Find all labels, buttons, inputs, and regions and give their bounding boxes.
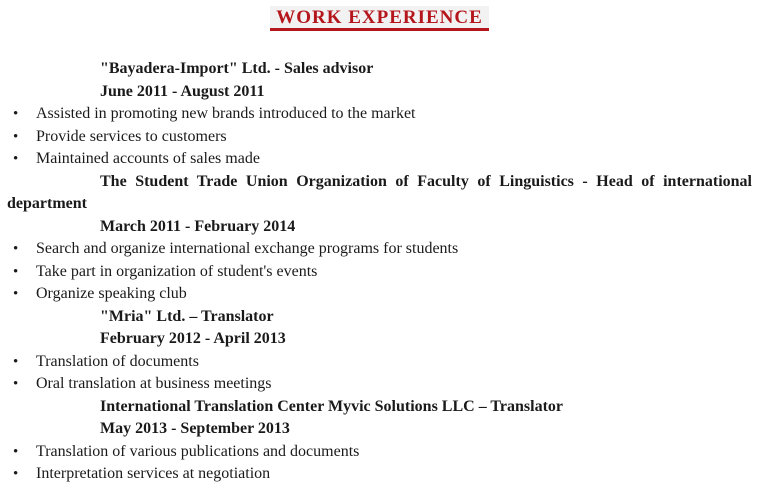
section-title: WORK EXPERIENCE bbox=[270, 6, 489, 31]
list-item: • Translation of documents bbox=[7, 351, 752, 374]
list-item: • Translation of various publications and documents bbox=[7, 441, 752, 464]
job-section bbox=[7, 306, 752, 396]
list-item: • Search and organize international exchange programs for students bbox=[7, 238, 752, 261]
job-section bbox=[7, 171, 752, 306]
bullet-list bbox=[7, 351, 752, 396]
bullet-list bbox=[7, 103, 752, 171]
list-item: • Assisted in promoting new brands introduced to the market bbox=[7, 103, 752, 126]
job-dates: June 2011 - August 2011 bbox=[100, 82, 265, 100]
list-item: • Maintained accounts of sales made bbox=[7, 148, 752, 171]
list-item: • Oral translation at business meetings bbox=[7, 373, 752, 396]
bullet-list bbox=[7, 441, 752, 486]
job-dates: March 2011 - February 2014 bbox=[100, 217, 296, 235]
list-item: • Provide services to customers bbox=[7, 126, 752, 149]
bullet-list bbox=[7, 238, 752, 306]
job-title: "Mria" Ltd. – Translator bbox=[100, 307, 274, 325]
job-title: The Student Trade Union Organization of Faculty of Linguistics - Head of international department bbox=[7, 172, 752, 212]
job-title: "Bayadera-Import" Ltd. - Sales advisor bbox=[100, 60, 374, 77]
list-item: • Organize speaking club bbox=[7, 283, 752, 306]
list-item: • Take part in organization of student's events bbox=[7, 261, 752, 284]
list-item: • Interpretation services at negotiation bbox=[7, 463, 752, 486]
job-section bbox=[7, 396, 752, 486]
job-dates: May 2013 - September 2013 bbox=[100, 420, 290, 437]
job-section bbox=[7, 58, 752, 171]
job-title: International Translation Center Myvic Solutions LLC – Translator bbox=[100, 397, 563, 415]
job-dates: February 2012 - April 2013 bbox=[100, 330, 286, 347]
section-heading-row bbox=[7, 4, 752, 32]
